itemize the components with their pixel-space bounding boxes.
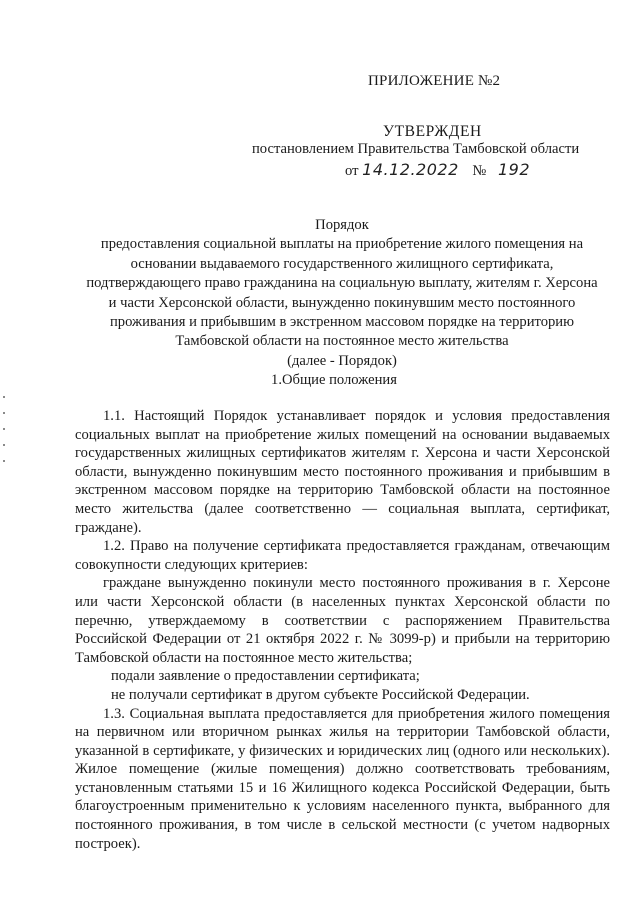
scan-dot [3,412,5,414]
scan-margin-marks [3,396,7,476]
title-line: основании выдаваемого государственного жилищного сертификата, [130,255,554,272]
criterion-item: подали заявление о предоставлении сертификата; [111,668,420,685]
decree-date: 14.12.2022 [362,160,459,179]
approved-label: УТВЕРЖДЕН [383,123,482,140]
decree-reference: постановлением Правительства Тамбовской области [252,141,580,157]
paragraph-1-3: 1.3. Социальная выплата предоставляется для приобретения жилого помещения на первичном или вторичном рынках жилья на территории Тамбовской области, указанной в сертификате, у физических и юридических лиц (одного или нескольких). Жилое помещение (жилые помещения) должно соответствовать требованиям, установленным статьями 15 и 16 Жилищного кодекса Российской Федерации, быть благоустроенным применительно к условиям населенного пункта, выбранного для постоянного проживания, в том числе в сельской местности (с учетом надворных построек). [75,705,610,852]
decree-date-line [345,160,530,180]
title-line: Порядок [315,217,369,233]
scan-dot [3,396,5,398]
date-prefix: от [345,163,359,179]
scan-dot [3,460,5,462]
criterion-item: граждане вынужденно покинули место постоянного проживания в г. Херсоне или части Херсонской области (в населенных пунктах Херсонской области по перечню, утверждаемому в соответствии с распоряжением Правительства Российской Федерации от 21 октября 2022 г. № 3099-р) и прибыли на территорию Тамбовской области на постоянное место жительства; [75,575,610,666]
scan-dot [3,444,5,446]
title-line: (далее - Порядок) [287,352,397,369]
criterion-item: не получали сертификат в другом субъекте Российской Федерации. [111,686,530,703]
decree-number: 192 [498,160,531,179]
document-body [75,407,610,853]
title-line: и части Херсонской области, вынужденно покинувшим место постоянного [108,294,576,311]
appendix-label: ПРИЛОЖЕНИЕ №2 [368,73,501,89]
section-heading: 1.Общие положения [271,372,397,388]
document-title [70,216,614,371]
title-line: предоставления социальной выплаты на приобретение жилого помещения на [100,236,584,253]
title-line: Тамбовской области на постоянное место жительства [175,333,509,350]
paragraph-1-1: 1.1. Настоящий Порядок устанавливает порядок и условия предоставления социальных выплат на приобретение жилых помещений на основании выдаваемых государственных жилищных сертификатов жителям г. Херсона и части Херсонской области, вынужденно покинувшим место постоянного проживания и прибывшим в экстренном массовом порядке на территорию Тамбовской области на постоянное место жительства (далее соответственно — социальная выплата, сертификат, граждане). [75,408,610,536]
title-line: подтверждающего право гражданина на социальную выплату, жителям г. Херсона [86,275,598,292]
paragraph-1-2: 1.2. Право на получение сертификата предоставляется гражданам, отвечающим совокупности следующих критериев: [75,538,610,573]
title-line: проживания и прибывшим в экстренном массовом порядке на территорию [109,314,574,331]
number-sign: № [472,163,487,179]
scan-dot [3,428,5,430]
